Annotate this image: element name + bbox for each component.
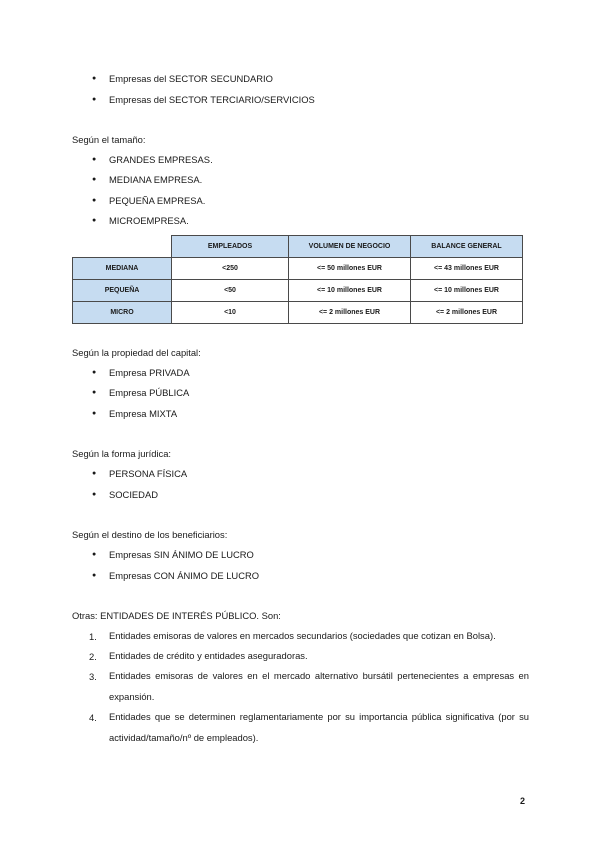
numbered-item: Entidades de crédito y entidades aseguradoras. <box>109 650 308 661</box>
numbered-item: Entidades emisoras de valores en mercados secundarios (sociedades que cotizan en Bolsa). <box>109 630 496 641</box>
section-heading-size: Según el tamaño: <box>72 134 146 145</box>
table-cell: <= 2 millones EUR <box>411 302 523 324</box>
column-header: EMPLEADOS <box>172 236 289 258</box>
section-heading-ownership: Según la propiedad del capital: <box>72 347 201 358</box>
table-cell: <10 <box>172 302 289 324</box>
numbered-item: Entidades que se determinen reglamentariamente por su importancia pública significativa (por su actividad/tamaño/nº de empleados). <box>109 711 529 743</box>
section-heading-beneficiaries: Según el destino de los beneficiarios: <box>72 529 228 540</box>
row-label: MEDIANA <box>73 258 172 280</box>
row-label: MICRO <box>73 302 172 324</box>
list-item: ● PEQUEÑA EMPRESA. <box>109 195 205 206</box>
table-cell: <50 <box>172 280 289 302</box>
table-cell: <= 43 millones EUR <box>411 258 523 280</box>
list-item: ● MICROEMPRESA. <box>109 215 189 226</box>
list-item: ● Empresas SIN ÁNIMO DE LUCRO <box>109 549 254 560</box>
list-item: ● Empresas del SECTOR TERCIARIO/SERVICIOS <box>109 94 315 105</box>
section-heading-others: Otras: ENTIDADES DE INTERÉS PÚBLICO. Son: <box>72 610 281 621</box>
column-header: BALANCE GENERAL <box>411 236 523 258</box>
list-item: ● Empresa PRIVADA <box>109 367 190 378</box>
column-header: VOLUMEN DE NEGOCIO <box>289 236 411 258</box>
section-heading-legal: Según la forma jurídica: <box>72 448 172 459</box>
list-number: 2. <box>89 651 97 662</box>
list-item: ● Empresa PÚBLICA <box>109 387 189 398</box>
table-row <box>73 280 523 302</box>
table-cell: <= 10 millones EUR <box>289 280 411 302</box>
table-corner <box>73 236 172 258</box>
table-header-row <box>73 236 523 258</box>
numbered-item: Entidades emisoras de valores en el mercado alternativo bursátil pertenecientes a empresas en expansión. <box>109 670 529 702</box>
list-number: 1. <box>89 631 97 642</box>
table-cell: <= 50 millones EUR <box>289 258 411 280</box>
page-number: 2 <box>520 796 526 806</box>
list-item: ● PERSONA FÍSICA <box>109 468 187 479</box>
table-cell: <250 <box>172 258 289 280</box>
list-item: ● GRANDES EMPRESAS. <box>109 154 213 165</box>
table-row <box>73 302 523 324</box>
list-item: ● MEDIANA EMPRESA. <box>109 174 202 185</box>
size-table <box>72 235 523 324</box>
table-row <box>73 258 523 280</box>
table-cell: <= 10 millones EUR <box>411 280 523 302</box>
list-item: ● Empresas CON ÁNIMO DE LUCRO <box>109 570 259 581</box>
list-number: 4. <box>89 712 97 723</box>
list-item: ● SOCIEDAD <box>109 489 158 500</box>
row-label: PEQUEÑA <box>73 280 172 302</box>
list-item: ● Empresa MIXTA <box>109 408 177 419</box>
table-cell: <= 2 millones EUR <box>289 302 411 324</box>
list-number: 3. <box>89 671 97 682</box>
list-item: ● Empresas del SECTOR SECUNDARIO <box>109 73 273 84</box>
